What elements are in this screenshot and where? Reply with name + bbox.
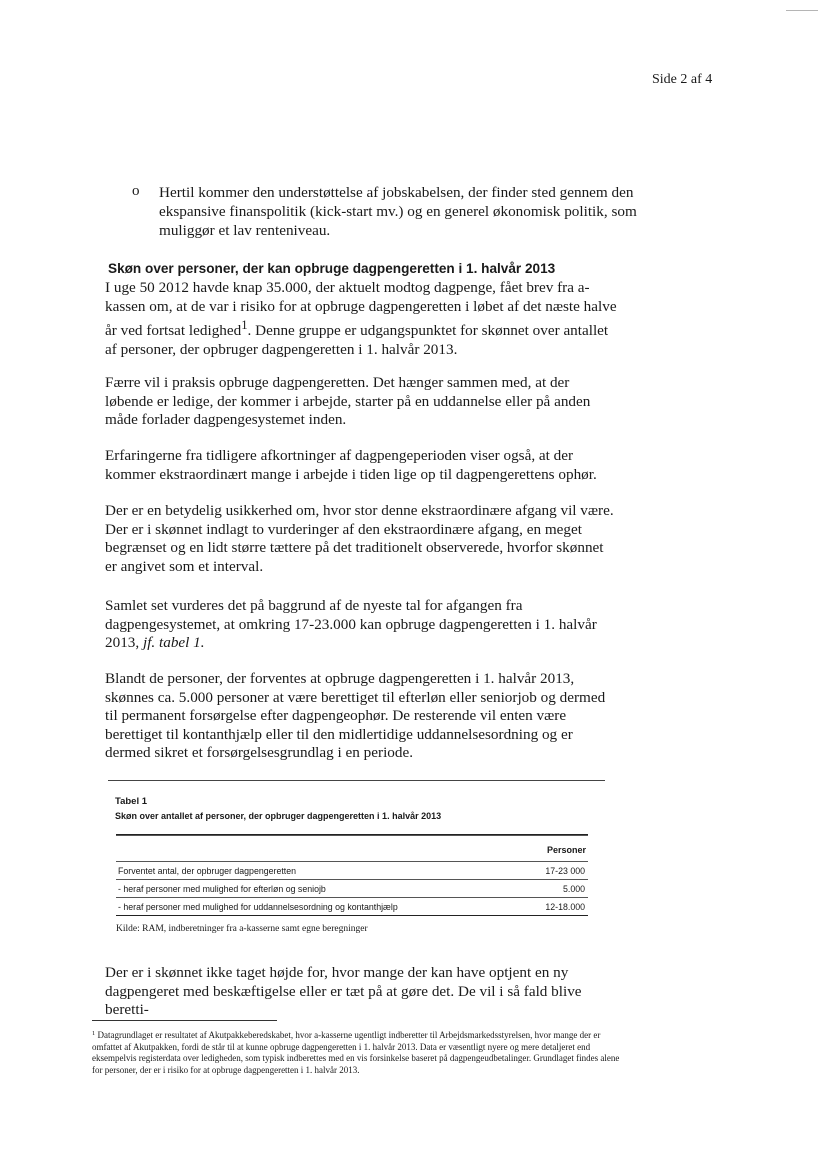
table-bottom-rule	[116, 915, 588, 916]
paragraph-1-text-continued: . Denne gruppe er udgangspunktet for skønnet over antallet af personer, der opbruger dagpengeretten i 1. halvår 2013.	[105, 322, 609, 358]
row-value: 5.000	[562, 883, 585, 894]
table-row	[116, 897, 588, 915]
row-label: - heraf personer med mulighed for uddannelsesordning og kontanthjælp	[118, 901, 398, 912]
row-label: Forventet antal, der opbruger dagpengeretten	[118, 865, 297, 876]
footnote-text: Datagrundlaget er resultatet af Akutpakkeberedskabet, hvor a-kasserne ugentligt indberetter til Arbejdsmarkedsstyrelsen, hvor mange der er omfattet af Akutpakken, fordi de står til at kunne opbruge dagpengeretten i 1. halvår 2013. Data er væsentligt nyere og mere detaljeret end eksempelvis registerdata over ledigheden, som typisk indberettes med en vis forsinkelse baseret på dagpengeudbetalinger. Grundlaget findes alene for personer, der er i risiko for at opbruge dagpengeretten i 1. halvår 2013.	[92, 1030, 620, 1075]
paragraph-5-text: Samlet set vurderes det på baggrund af de nyeste tal for afgangen fra dagpengesystemet, at omkring 17-23.000 kan opbruge dagpengeretten i 1. halvår 2013,	[105, 597, 597, 651]
row-value: 17-23 000	[545, 865, 585, 876]
table-source: Kilde: RAM, indberetninger fra a-kasserne samt egne beregninger	[116, 924, 368, 934]
bullet-item	[132, 183, 637, 240]
page-number: Side 2 af 4	[652, 72, 713, 87]
table-cross-reference: jf. tabel 1.	[142, 634, 205, 651]
table-row	[116, 879, 588, 897]
footnote-separator	[92, 1020, 277, 1021]
table-label: Tabel 1	[115, 796, 148, 807]
table-title: Skøn over antallet af personer, der opbruger dagpengeretten i 1. halvår 2013	[115, 811, 442, 821]
section-heading: Skøn over personer, der kan opbruge dagpengeretten i 1. halvår 2013	[108, 261, 556, 276]
paragraph-5	[105, 597, 617, 653]
footnote-reference: 1	[241, 318, 248, 332]
paragraph-3: Erfaringerne fra tidligere afkortninger af dagpengeperioden viser også, at der kommer ekstraordinært mange i arbejde i tiden lige op til dagpengerettens ophør.	[105, 447, 597, 483]
paragraph-4: Der er en betydelig usikkerhed om, hvor stor denne ekstraordinære afgang vil være. Der er i skønnet indlagt to vurderinger af den ekstraordinære afgang, en meget begrænset og en lidt større tættere på det traditionelt observerede, hvorfor skønnet er angivet som et interval.	[105, 502, 614, 575]
data-table	[116, 834, 588, 916]
table-header-row	[116, 835, 588, 855]
paragraph-6: Blandt de personer, der forventes at opbruge dagpengeretten i 1. halvår 2013, skønnes ca. 5.000 personer at være berettiget til efterløn eller seniorjob og dermed til permanent forsørgelse efter dagpengeophør. De resterende vil enten være berettiget til kontanthjælp eller til den midlertidige uddannelsesordning og er dermed sikret et forsørgelsesgrundlag i en periode.	[105, 670, 606, 761]
column-header-personer: Personer	[546, 845, 586, 855]
footnote	[92, 1028, 624, 1076]
table-top-rule	[108, 780, 605, 781]
paragraph-1	[105, 279, 617, 359]
bullet-text: Hertil kommer den understøttelse af jobskabelsen, der finder sted gennem den ekspansive finanspolitik (kick-start mv.) og en generel økonomisk politik, som muliggør et lav renteniveau.	[159, 184, 637, 239]
table-row	[116, 861, 588, 879]
bullet-circle-icon: o	[132, 183, 140, 199]
paragraph-1-text: I uge 50 2012 havde knap 35.000, der aktuelt modtog dagpenge, fået brev fra a-kassen om, at de var i risiko for at opbruge dagpengeretten i løbet af det næste halve år ved fortsat ledighed	[105, 279, 617, 340]
paragraph-2: Færre vil i praksis opbruge dagpengeretten. Det hænger sammen med, at der løbende er ledige, der kommer i arbejde, starter på en uddannelse eller på anden måde forlader dagpengesystemet inden.	[105, 374, 591, 428]
footnote-mark: 1	[92, 1030, 96, 1037]
table-caption	[115, 796, 441, 821]
row-label: - heraf personer med mulighed for efterløn og seniojb	[118, 883, 326, 894]
paragraph-7: Der er i skønnet ikke taget højde for, hvor mange der kan have optjent en ny dagpengeret med beskæftigelse eller er tæt på at gøre det. De vil i så fald blive beretti-	[105, 964, 582, 1018]
row-value: 12-18.000	[545, 901, 585, 912]
scan-corner-mark	[786, 10, 818, 11]
